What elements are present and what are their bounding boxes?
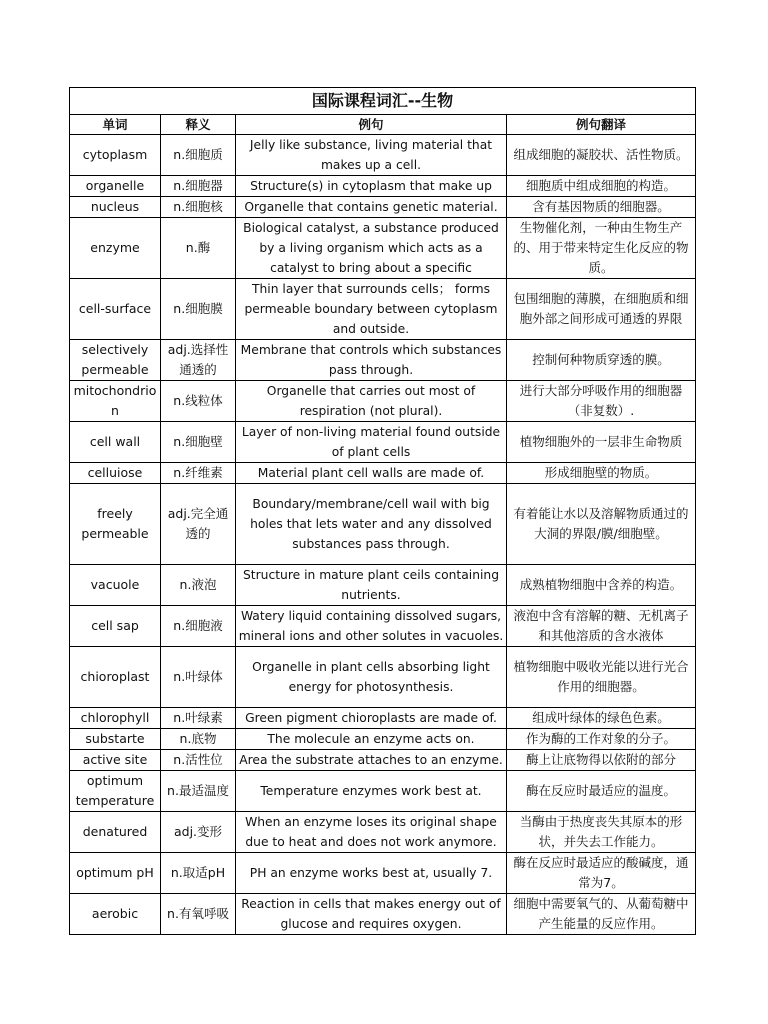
word-cell: aerobic bbox=[70, 894, 161, 935]
table-row bbox=[70, 708, 696, 729]
example-cell: Material plant cell walls are made of. bbox=[236, 463, 507, 484]
definition-cell: n.底物 bbox=[161, 729, 236, 750]
translation-cell: 包围细胞的薄膜，在细胞质和细胞外部之间形成可通透的界限 bbox=[507, 279, 696, 340]
header-translation: 例句翻译 bbox=[507, 115, 696, 135]
word-cell: active site bbox=[70, 750, 161, 771]
word-cell: vacuole bbox=[70, 565, 161, 606]
vocabulary-table bbox=[69, 87, 696, 935]
table-row bbox=[70, 484, 696, 565]
table-row bbox=[70, 381, 696, 422]
definition-cell: n.叶绿素 bbox=[161, 708, 236, 729]
header-example: 例句 bbox=[236, 115, 507, 135]
definition-cell: n.细胞核 bbox=[161, 197, 236, 218]
example-cell: Watery liquid containing dissolved sugars, mineral ions and other solutes in vacuoles. bbox=[236, 606, 507, 647]
translation-cell: 含有基因物质的细胞器。 bbox=[507, 197, 696, 218]
definition-cell: n.细胞壁 bbox=[161, 422, 236, 463]
translation-cell: 液泡中含有溶解的糖、无机离子和其他溶质的含水液体 bbox=[507, 606, 696, 647]
table-row bbox=[70, 340, 696, 381]
example-cell: PH an enzyme works best at, usually 7. bbox=[236, 853, 507, 894]
header-row bbox=[70, 115, 696, 135]
definition-cell: n.最适温度 bbox=[161, 771, 236, 812]
word-cell: cell sap bbox=[70, 606, 161, 647]
example-cell: Membrane that controls which substances pass through. bbox=[236, 340, 507, 381]
table-row bbox=[70, 647, 696, 708]
translation-cell: 有着能让水以及溶解物质通过的大洞的界限/膜/细胞壁。 bbox=[507, 484, 696, 565]
word-cell: celluiose bbox=[70, 463, 161, 484]
example-cell: Area the substrate attaches to an enzyme. bbox=[236, 750, 507, 771]
translation-cell: 控制何种物质穿透的膜。 bbox=[507, 340, 696, 381]
word-cell: optimum temperature bbox=[70, 771, 161, 812]
example-cell: Organelle in plant cells absorbing light energy for photosynthesis. bbox=[236, 647, 507, 708]
table-row bbox=[70, 218, 696, 279]
example-cell: When an enzyme loses its original shape due to heat and does not work anymore. bbox=[236, 812, 507, 853]
word-cell: denatured bbox=[70, 812, 161, 853]
definition-cell: n.线粒体 bbox=[161, 381, 236, 422]
table-row bbox=[70, 197, 696, 218]
word-cell: organelle bbox=[70, 176, 161, 197]
word-cell: freely permeable bbox=[70, 484, 161, 565]
word-cell: nucleus bbox=[70, 197, 161, 218]
definition-cell: n.酶 bbox=[161, 218, 236, 279]
example-cell: Biological catalyst, a substance produced by a living organism which acts as a catalyst to bring about a specific bbox=[236, 218, 507, 279]
table-row bbox=[70, 812, 696, 853]
table-row bbox=[70, 176, 696, 197]
table-row bbox=[70, 463, 696, 484]
translation-cell: 成熟植物细胞中含养的构造。 bbox=[507, 565, 696, 606]
translation-cell: 组成细胞的凝胶状、活性物质。 bbox=[507, 135, 696, 176]
word-cell: cell wall bbox=[70, 422, 161, 463]
translation-cell: 酶在反应时最适应的酸碱度，通常为7。 bbox=[507, 853, 696, 894]
word-cell: optimum pH bbox=[70, 853, 161, 894]
table-row bbox=[70, 750, 696, 771]
table-row bbox=[70, 279, 696, 340]
definition-cell: adj.完全通透的 bbox=[161, 484, 236, 565]
table-title: 国际课程词汇--生物 bbox=[70, 88, 696, 115]
translation-cell: 植物细胞外的一层非生命物质 bbox=[507, 422, 696, 463]
example-cell: Layer of non-living material found outside of plant cells bbox=[236, 422, 507, 463]
example-cell: Structure in mature plant ceils containing nutrients. bbox=[236, 565, 507, 606]
example-cell: Organelle that contains genetic material. bbox=[236, 197, 507, 218]
translation-cell: 作为酶的工作对象的分子。 bbox=[507, 729, 696, 750]
word-cell: chioroplast bbox=[70, 647, 161, 708]
definition-cell: n.取适pH bbox=[161, 853, 236, 894]
definition-cell: n.液泡 bbox=[161, 565, 236, 606]
translation-cell: 植物细胞中吸收光能以进行光合作用的细胞器。 bbox=[507, 647, 696, 708]
example-cell: Reaction in cells that makes energy out of glucose and requires oxygen. bbox=[236, 894, 507, 935]
translation-cell: 形成细胞壁的物质。 bbox=[507, 463, 696, 484]
example-cell: Boundary/membrane/cell wail with big holes that lets water and any dissolved substances pass through. bbox=[236, 484, 507, 565]
definition-cell: n.纤维素 bbox=[161, 463, 236, 484]
example-cell: Organelle that carries out most of respiration (not plural). bbox=[236, 381, 507, 422]
translation-cell: 生物催化剂，一种由生物生产的、用于带来特定生化反应的物质。 bbox=[507, 218, 696, 279]
example-cell: Jelly like substance, living material that makes up a cell. bbox=[236, 135, 507, 176]
translation-cell: 细胞中需要氧气的、从葡萄糖中产生能量的反应作用。 bbox=[507, 894, 696, 935]
definition-cell: adj.选择性通透的 bbox=[161, 340, 236, 381]
table-row bbox=[70, 606, 696, 647]
definition-cell: n.细胞膜 bbox=[161, 279, 236, 340]
translation-cell: 进行大部分呼吸作用的细胞器（非复数）. bbox=[507, 381, 696, 422]
word-cell: substarte bbox=[70, 729, 161, 750]
example-cell: Temperature enzymes work best at. bbox=[236, 771, 507, 812]
word-cell: cytoplasm bbox=[70, 135, 161, 176]
example-cell: The molecule an enzyme acts on. bbox=[236, 729, 507, 750]
example-cell: Thin layer that surrounds cells； forms permeable boundary between cytoplasm and outside. bbox=[236, 279, 507, 340]
header-definition: 释义 bbox=[161, 115, 236, 135]
example-cell: Structure(s) in cytoplasm that make up bbox=[236, 176, 507, 197]
table-row bbox=[70, 422, 696, 463]
definition-cell: n.有氧呼吸 bbox=[161, 894, 236, 935]
translation-cell: 细胞质中组成细胞的构造。 bbox=[507, 176, 696, 197]
word-cell: enzyme bbox=[70, 218, 161, 279]
definition-cell: n.细胞质 bbox=[161, 135, 236, 176]
definition-cell: n.叶绿体 bbox=[161, 647, 236, 708]
translation-cell: 当酶由于热度丧失其原本的形状，并失去工作能力。 bbox=[507, 812, 696, 853]
table-row bbox=[70, 565, 696, 606]
definition-cell: adj.变形 bbox=[161, 812, 236, 853]
word-cell: cell-surface bbox=[70, 279, 161, 340]
table-row bbox=[70, 853, 696, 894]
definition-cell: n.活性位 bbox=[161, 750, 236, 771]
translation-cell: 酶在反应时最适应的温度。 bbox=[507, 771, 696, 812]
definition-cell: n.细胞器 bbox=[161, 176, 236, 197]
header-word: 单词 bbox=[70, 115, 161, 135]
example-cell: Green pigment chioroplasts are made of. bbox=[236, 708, 507, 729]
table-row bbox=[70, 894, 696, 935]
table-row bbox=[70, 771, 696, 812]
title-row bbox=[70, 88, 696, 115]
word-cell: chlorophyll bbox=[70, 708, 161, 729]
definition-cell: n.细胞液 bbox=[161, 606, 236, 647]
word-cell: selectively permeable bbox=[70, 340, 161, 381]
translation-cell: 组成叶绿体的绿色色素。 bbox=[507, 708, 696, 729]
translation-cell: 酶上让底物得以依附的部分 bbox=[507, 750, 696, 771]
table-row bbox=[70, 135, 696, 176]
word-cell: mitochondrion bbox=[70, 381, 161, 422]
table-row bbox=[70, 729, 696, 750]
